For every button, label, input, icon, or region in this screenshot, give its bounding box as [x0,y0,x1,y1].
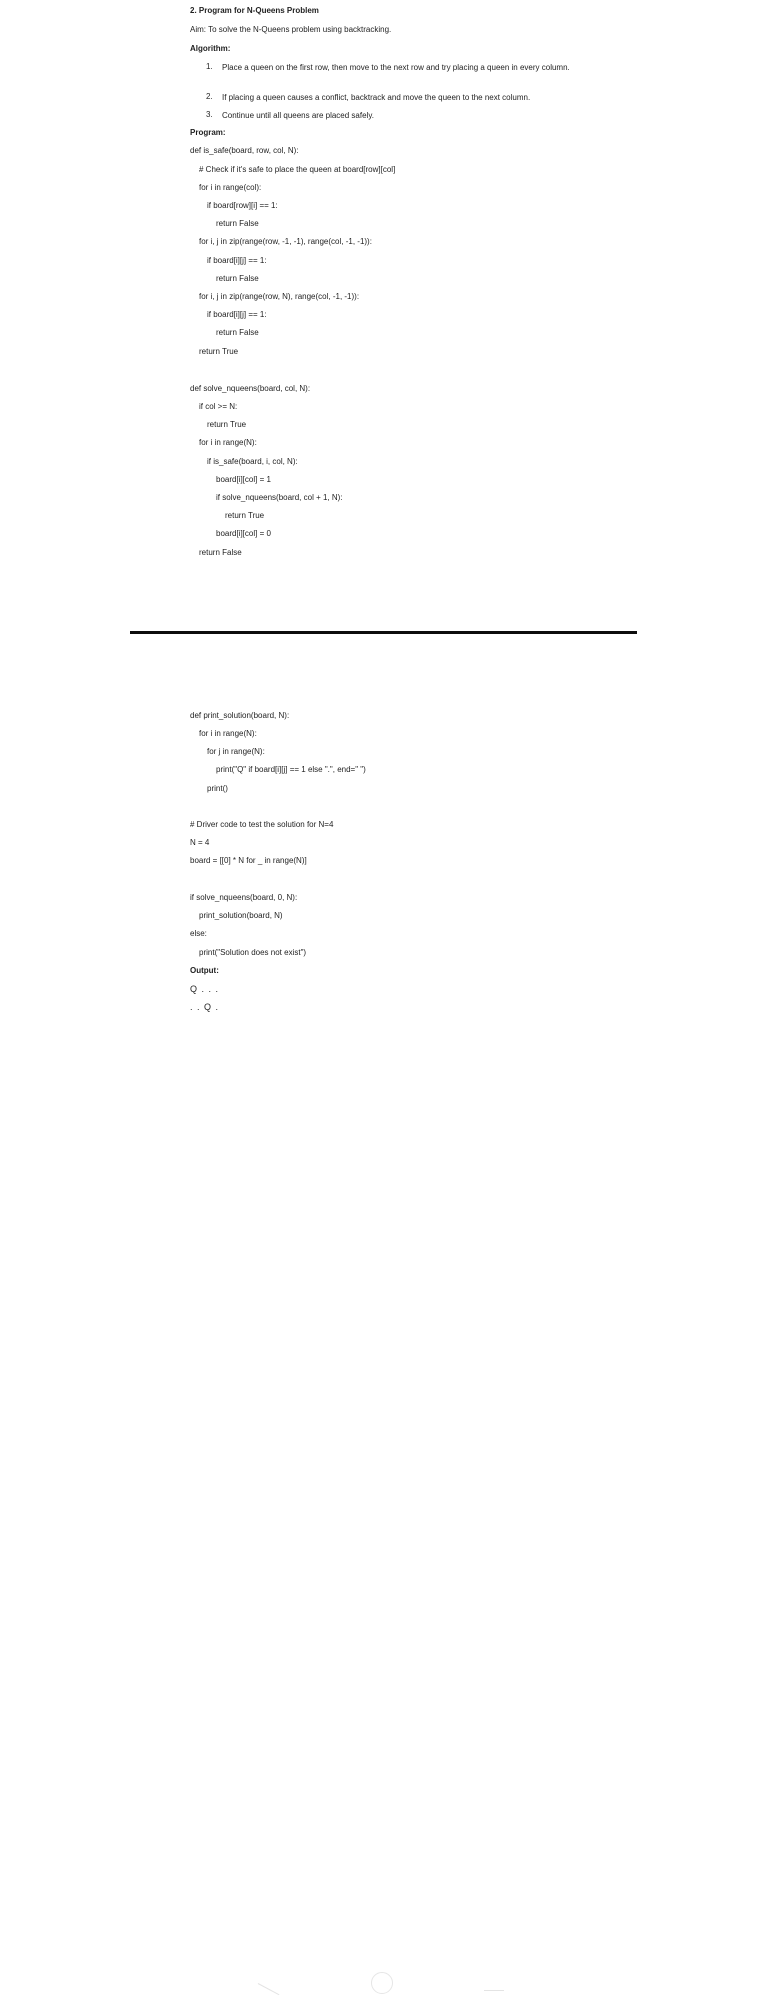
code-line: board[i][col] = 0 [216,529,271,538]
home-icon[interactable] [371,1972,393,1994]
code-line: if col >= N: [199,402,238,411]
back-icon[interactable] [258,1983,280,1995]
program-label: Program: [190,128,226,137]
document-heading: 2. Program for N-Queens Problem [190,6,319,15]
code-line: return False [216,219,259,228]
code-line: for i, j in zip(range(row, N), range(col, -1, -1)): [199,292,360,301]
code-comment: # Check if it's safe to place the queen at board[row][col] [199,165,396,174]
page-divider [130,631,637,634]
code-line: if board[i][j] == 1: [207,310,267,319]
code-line: return False [199,548,242,557]
code-line: for i in range(col): [199,183,262,192]
algorithm-step-number: 1. [206,62,213,71]
code-line: board[i][col] = 1 [216,475,271,484]
code-line: for i in range(N): [199,438,257,447]
code-comment: # Driver code to test the solution for N=4 [190,820,334,829]
code-line: if is_safe(board, i, col, N): [207,457,298,466]
code-line: return True [199,347,239,356]
code-line: print() [207,784,228,793]
code-line: print("Solution does not exist") [199,948,307,957]
recents-icon[interactable] [484,1990,504,1991]
output-line: Q . . . [190,984,220,994]
code-line: if board[row][i] == 1: [207,201,278,210]
code-line: def print_solution(board, N): [190,711,290,720]
code-line: if solve_nqueens(board, 0, N): [190,893,298,902]
code-line: for i in range(N): [199,729,257,738]
code-line: if board[i][j] == 1: [207,256,267,265]
algorithm-label: Algorithm: [190,44,231,53]
output-line: . . Q . [190,1002,220,1012]
code-line: for j in range(N): [207,747,265,756]
algorithm-step-text: Place a queen on the first row, then move to the next row and try placing a queen in every column. [222,63,570,72]
code-line: return True [225,511,265,520]
code-line: def solve_nqueens(board, col, N): [190,384,311,393]
system-navigation-bar [0,984,768,1024]
code-line: return False [216,274,259,283]
algorithm-step-text: Continue until all queens are placed safely. [222,111,374,120]
code-line: board = [[0] * N for _ in range(N)] [190,856,307,865]
output-label: Output: [190,966,219,975]
aim-text: Aim: To solve the N-Queens problem using backtracking. [190,25,392,34]
algorithm-step-number: 2. [206,92,213,101]
code-line: N = 4 [190,838,210,847]
code-line: print_solution(board, N) [199,911,283,920]
code-line: return False [216,328,259,337]
algorithm-step-text: If placing a queen causes a conflict, backtrack and move the queen to the next column. [222,93,531,102]
code-line: def is_safe(board, row, col, N): [190,146,299,155]
code-line: print("Q" if board[i][j] == 1 else ".", end=" ") [216,765,366,774]
code-line: return True [207,420,247,429]
code-line: for i, j in zip(range(row, -1, -1), range(col, -1, -1)): [199,237,372,246]
code-line: else: [190,929,207,938]
code-line: if solve_nqueens(board, col + 1, N): [216,493,343,502]
algorithm-step-number: 3. [206,110,213,119]
